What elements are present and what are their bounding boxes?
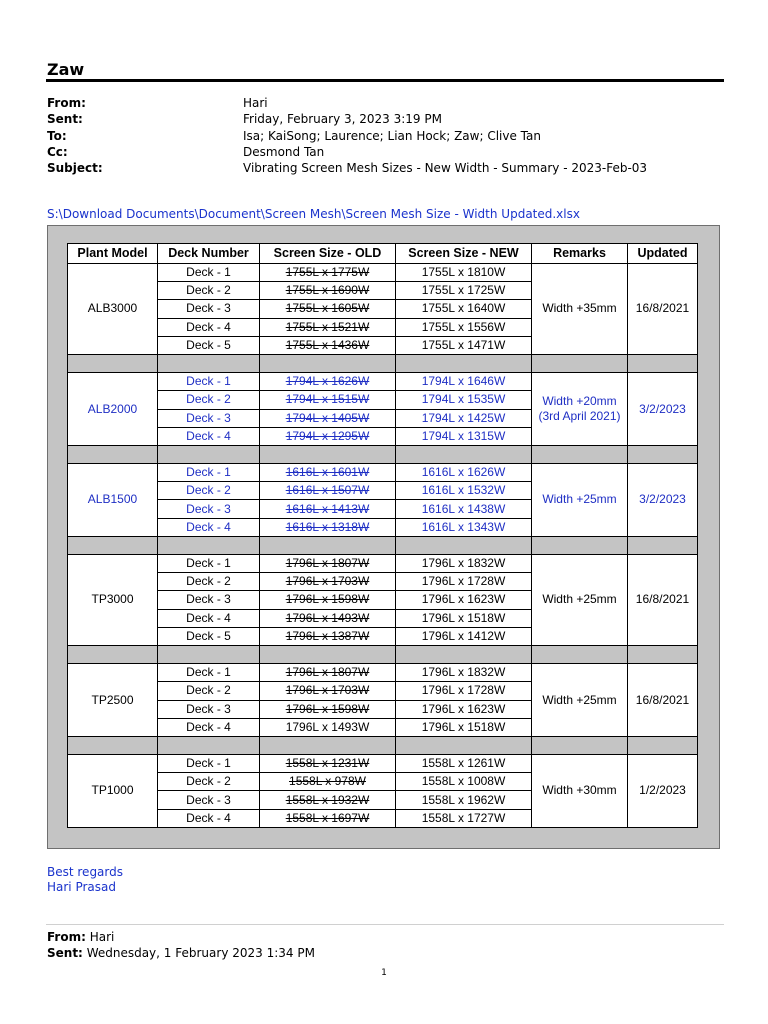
message-divider bbox=[46, 924, 724, 925]
separator-cell bbox=[68, 536, 158, 554]
table-row bbox=[68, 464, 698, 482]
deck-number-cell: Deck - 4 bbox=[158, 609, 260, 627]
separator-cell bbox=[260, 445, 396, 463]
group-separator-row bbox=[68, 354, 698, 372]
deck-number-cell: Deck - 3 bbox=[158, 300, 260, 318]
file-path-link[interactable]: S:\Download Documents\Document\Screen Mesh\Screen Mesh Size - Width Updated.xlsx bbox=[47, 207, 580, 221]
table-row bbox=[68, 264, 698, 282]
remarks-cell bbox=[532, 464, 628, 537]
remarks-note: (3rd April 2021) bbox=[538, 409, 621, 423]
remarks-cell bbox=[532, 264, 628, 355]
header-label: To: bbox=[47, 128, 67, 143]
deck-number-cell: Deck - 1 bbox=[158, 755, 260, 773]
old-size-cell: 1755L x 1521W bbox=[260, 318, 396, 336]
separator-cell bbox=[396, 645, 532, 663]
old-size-cell: 1616L x 1601W bbox=[260, 464, 396, 482]
separator-cell bbox=[396, 445, 532, 463]
group-separator-row bbox=[68, 645, 698, 663]
separator-cell bbox=[260, 736, 396, 754]
table-row bbox=[68, 555, 698, 573]
old-size-cell: 1616L x 1318W bbox=[260, 518, 396, 536]
column-header: Screen Size - NEW bbox=[396, 244, 532, 264]
previous-sent bbox=[47, 945, 315, 961]
deck-number-cell: Deck - 2 bbox=[158, 773, 260, 791]
new-size-cell: 1755L x 1471W bbox=[396, 336, 532, 354]
deck-number-cell: Deck - 2 bbox=[158, 682, 260, 700]
new-size-cell: 1755L x 1725W bbox=[396, 282, 532, 300]
old-size-cell: 1558L x 978W bbox=[260, 773, 396, 791]
header-value: Vibrating Screen Mesh Sizes - New Width - Summary - 2023-Feb-03 bbox=[243, 161, 648, 176]
old-size-cell: 1755L x 1605W bbox=[260, 300, 396, 318]
previous-sent-value: Wednesday, 1 February 2023 1:34 PM bbox=[86, 946, 315, 961]
plant-model-cell: ALB1500 bbox=[68, 464, 158, 537]
plant-model-cell: TP2500 bbox=[68, 664, 158, 737]
separator-cell bbox=[628, 354, 698, 372]
new-size-cell: 1755L x 1556W bbox=[396, 318, 532, 336]
new-size-cell: 1794L x 1315W bbox=[396, 427, 532, 445]
remarks-cell bbox=[532, 755, 628, 828]
header-value: Friday, February 3, 2023 3:19 PM bbox=[243, 112, 442, 127]
deck-number-cell: Deck - 5 bbox=[158, 627, 260, 645]
separator-cell bbox=[260, 645, 396, 663]
previous-from-label: From: bbox=[47, 930, 86, 944]
separator-cell bbox=[628, 736, 698, 754]
header-value: Hari bbox=[243, 96, 268, 110]
new-size-cell: 1796L x 1832W bbox=[396, 555, 532, 573]
old-size-cell: 1796L x 1598W bbox=[260, 700, 396, 718]
new-size-cell: 1794L x 1535W bbox=[396, 391, 532, 409]
old-size-cell: 1558L x 1932W bbox=[260, 791, 396, 809]
deck-number-cell: Deck - 4 bbox=[158, 427, 260, 445]
column-header: Deck Number bbox=[158, 244, 260, 264]
deck-number-cell: Deck - 2 bbox=[158, 482, 260, 500]
old-size-cell: 1794L x 1405W bbox=[260, 409, 396, 427]
deck-number-cell: Deck - 5 bbox=[158, 336, 260, 354]
previous-from-value: Hari bbox=[89, 930, 115, 944]
separator-cell bbox=[396, 536, 532, 554]
recipient-name: Zaw bbox=[47, 60, 85, 79]
deck-number-cell: Deck - 1 bbox=[158, 373, 260, 391]
old-size-cell: 1794L x 1515W bbox=[260, 391, 396, 409]
header-label: Subject: bbox=[47, 161, 103, 176]
new-size-cell: 1616L x 1532W bbox=[396, 482, 532, 500]
separator-cell bbox=[628, 445, 698, 463]
updated-date-cell: 3/2/2023 bbox=[628, 373, 698, 446]
group-separator-row bbox=[68, 736, 698, 754]
remarks-text: Width +25mm bbox=[542, 692, 617, 707]
new-size-cell: 1755L x 1640W bbox=[396, 300, 532, 318]
plant-model-cell: TP1000 bbox=[68, 755, 158, 828]
old-size-cell: 1796L x 1493W bbox=[260, 718, 396, 736]
new-size-cell: 1796L x 1728W bbox=[396, 682, 532, 700]
updated-date-cell: 3/2/2023 bbox=[628, 464, 698, 537]
old-size-cell: 1558L x 1231W bbox=[260, 755, 396, 773]
deck-number-cell: Deck - 1 bbox=[158, 264, 260, 282]
new-size-cell: 1794L x 1646W bbox=[396, 373, 532, 391]
remarks-cell bbox=[532, 373, 628, 446]
old-size-cell: 1616L x 1507W bbox=[260, 482, 396, 500]
previous-sent-label: Sent: bbox=[47, 946, 83, 961]
separator-cell bbox=[158, 645, 260, 663]
separator-cell bbox=[158, 536, 260, 554]
new-size-cell: 1796L x 1412W bbox=[396, 627, 532, 645]
separator-cell bbox=[628, 645, 698, 663]
signature bbox=[47, 865, 123, 895]
separator-cell bbox=[532, 645, 628, 663]
separator-cell bbox=[396, 736, 532, 754]
previous-from bbox=[47, 929, 315, 945]
old-size-cell: 1796L x 1598W bbox=[260, 591, 396, 609]
header-value: Isa; KaiSong; Laurence; Lian Hock; Zaw; Clive Tan bbox=[243, 128, 541, 143]
remarks-text: Width +20mm bbox=[542, 394, 617, 408]
updated-date-cell: 16/8/2021 bbox=[628, 664, 698, 737]
new-size-cell: 1796L x 1518W bbox=[396, 718, 532, 736]
separator-cell bbox=[68, 645, 158, 663]
header-label: Sent: bbox=[47, 112, 83, 127]
new-size-cell: 1616L x 1343W bbox=[396, 518, 532, 536]
old-size-cell: 1558L x 1697W bbox=[260, 809, 396, 827]
deck-number-cell: Deck - 3 bbox=[158, 500, 260, 518]
plant-model-cell: TP3000 bbox=[68, 555, 158, 646]
group-separator-row bbox=[68, 445, 698, 463]
old-size-cell: 1796L x 1387W bbox=[260, 627, 396, 645]
separator-cell bbox=[532, 354, 628, 372]
deck-number-cell: Deck - 2 bbox=[158, 573, 260, 591]
deck-number-cell: Deck - 4 bbox=[158, 518, 260, 536]
new-size-cell: 1616L x 1438W bbox=[396, 500, 532, 518]
separator-cell bbox=[532, 536, 628, 554]
table-body bbox=[68, 264, 698, 828]
new-size-cell: 1558L x 1008W bbox=[396, 773, 532, 791]
old-size-cell: 1796L x 1807W bbox=[260, 664, 396, 682]
updated-date-cell: 16/8/2021 bbox=[628, 264, 698, 355]
separator-cell bbox=[628, 536, 698, 554]
remarks-text: Width +35mm bbox=[542, 301, 617, 316]
deck-number-cell: Deck - 1 bbox=[158, 664, 260, 682]
separator-cell bbox=[158, 445, 260, 463]
separator-cell bbox=[68, 354, 158, 372]
separator-cell bbox=[158, 354, 260, 372]
old-size-cell: 1794L x 1626W bbox=[260, 373, 396, 391]
separator-cell bbox=[68, 736, 158, 754]
old-size-cell: 1796L x 1703W bbox=[260, 682, 396, 700]
separator-cell bbox=[158, 736, 260, 754]
new-size-cell: 1796L x 1518W bbox=[396, 609, 532, 627]
message-header bbox=[47, 95, 647, 176]
new-size-cell: 1558L x 1962W bbox=[396, 791, 532, 809]
plant-model-cell: ALB3000 bbox=[68, 264, 158, 355]
deck-number-cell: Deck - 1 bbox=[158, 555, 260, 573]
remarks-text: Width +25mm bbox=[542, 592, 617, 607]
column-header: Remarks bbox=[532, 244, 628, 264]
column-header: Plant Model bbox=[68, 244, 158, 264]
header-rule bbox=[46, 79, 724, 82]
deck-number-cell: Deck - 4 bbox=[158, 809, 260, 827]
deck-number-cell: Deck - 4 bbox=[158, 318, 260, 336]
deck-number-cell: Deck - 3 bbox=[158, 409, 260, 427]
deck-number-cell: Deck - 3 bbox=[158, 791, 260, 809]
deck-number-cell: Deck - 3 bbox=[158, 700, 260, 718]
header-label: From: bbox=[47, 96, 86, 110]
header-label: Cc: bbox=[47, 144, 68, 159]
old-size-cell: 1796L x 1703W bbox=[260, 573, 396, 591]
plant-model-cell: ALB2000 bbox=[68, 373, 158, 446]
old-size-cell: 1755L x 1436W bbox=[260, 336, 396, 354]
remarks-text: Width +30mm bbox=[542, 783, 617, 798]
table-row bbox=[68, 373, 698, 391]
deck-number-cell: Deck - 2 bbox=[158, 391, 260, 409]
table-row bbox=[68, 664, 698, 682]
header-value: Desmond Tan bbox=[243, 144, 325, 159]
new-size-cell: 1794L x 1425W bbox=[396, 409, 532, 427]
deck-number-cell: Deck - 4 bbox=[158, 718, 260, 736]
old-size-cell: 1794L x 1295W bbox=[260, 427, 396, 445]
previous-message-header bbox=[47, 929, 315, 962]
separator-cell bbox=[68, 445, 158, 463]
separator-cell bbox=[260, 354, 396, 372]
signature-name: Hari Prasad bbox=[47, 880, 116, 894]
separator-cell bbox=[396, 354, 532, 372]
header-sent bbox=[47, 111, 647, 127]
new-size-cell: 1796L x 1623W bbox=[396, 591, 532, 609]
remarks-cell bbox=[532, 664, 628, 737]
new-size-cell: 1796L x 1832W bbox=[396, 664, 532, 682]
page-number: 1 bbox=[381, 968, 387, 978]
deck-number-cell: Deck - 3 bbox=[158, 591, 260, 609]
header-to bbox=[47, 128, 647, 144]
deck-number-cell: Deck - 2 bbox=[158, 282, 260, 300]
signature-closing: Best regards bbox=[47, 865, 124, 879]
table-header-row bbox=[68, 244, 698, 264]
table-row bbox=[68, 755, 698, 773]
updated-date-cell: 16/8/2021 bbox=[628, 555, 698, 646]
separator-cell bbox=[260, 536, 396, 554]
new-size-cell: 1755L x 1810W bbox=[396, 264, 532, 282]
header-from bbox=[47, 95, 647, 111]
header-cc bbox=[47, 144, 647, 160]
new-size-cell: 1558L x 1727W bbox=[396, 809, 532, 827]
old-size-cell: 1796L x 1493W bbox=[260, 609, 396, 627]
deck-number-cell: Deck - 1 bbox=[158, 464, 260, 482]
header-subject bbox=[47, 160, 647, 176]
column-header: Updated bbox=[628, 244, 698, 264]
new-size-cell: 1796L x 1728W bbox=[396, 573, 532, 591]
old-size-cell: 1755L x 1775W bbox=[260, 264, 396, 282]
old-size-cell: 1755L x 1690W bbox=[260, 282, 396, 300]
column-header: Screen Size - OLD bbox=[260, 244, 396, 264]
remarks-text: Width +25mm bbox=[542, 492, 617, 507]
old-size-cell: 1796L x 1807W bbox=[260, 555, 396, 573]
old-size-cell: 1616L x 1413W bbox=[260, 500, 396, 518]
new-size-cell: 1616L x 1626W bbox=[396, 464, 532, 482]
separator-cell bbox=[532, 445, 628, 463]
updated-date-cell: 1/2/2023 bbox=[628, 755, 698, 828]
new-size-cell: 1558L x 1261W bbox=[396, 755, 532, 773]
screen-mesh-table bbox=[67, 243, 698, 828]
remarks-cell bbox=[532, 555, 628, 646]
group-separator-row bbox=[68, 536, 698, 554]
new-size-cell: 1796L x 1623W bbox=[396, 700, 532, 718]
separator-cell bbox=[532, 736, 628, 754]
